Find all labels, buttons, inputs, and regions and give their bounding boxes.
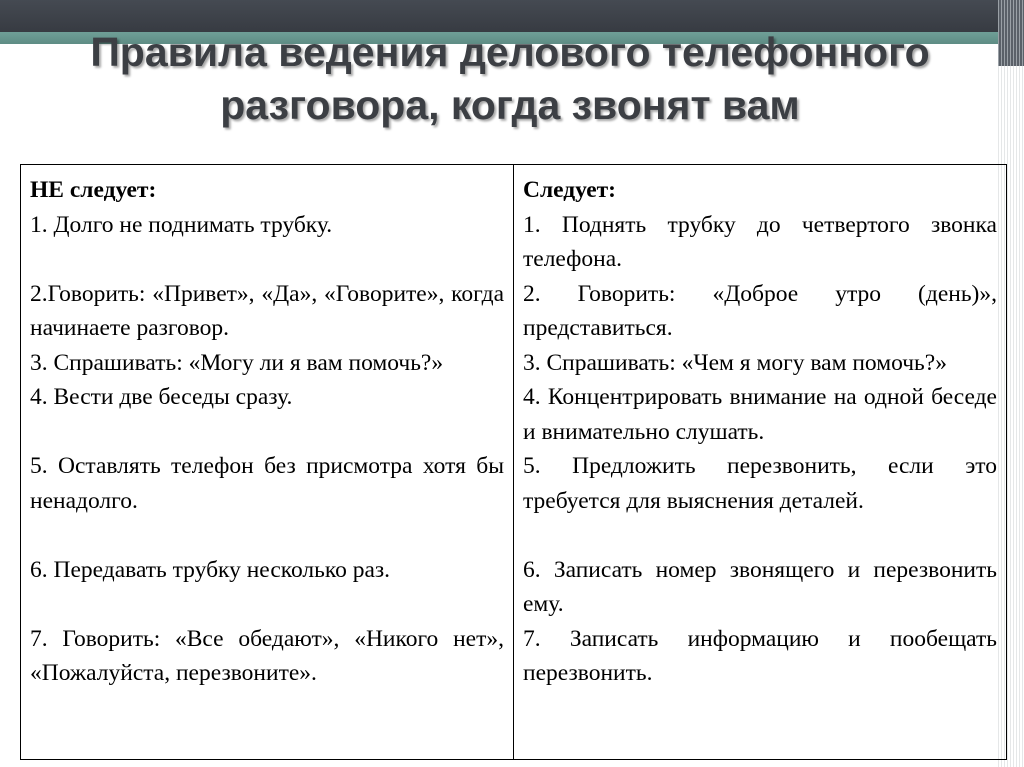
dont-item-7: 7. Говорить: «Все обедают», «Никого нет», «Пожалуйста, перезвоните».	[30, 625, 504, 686]
do-item-1: 1. Поднять трубку до четвертого звонка телефона.	[523, 211, 997, 272]
table-row	[21, 165, 1007, 760]
do-item-6: 6. Записать номер звонящего и перезвонить ему.	[523, 556, 997, 617]
do-column	[514, 165, 1007, 760]
do-item-7: 7. Записать информацию и пообещать перезвонить.	[523, 625, 997, 686]
do-item-2: 2. Говорить: «Доброе утро (день)», представиться.	[523, 280, 997, 341]
slide-title	[20, 26, 1000, 132]
title-line-2: разговора, когда звонят вам	[220, 82, 800, 128]
do-item-3: 3. Спрашивать: «Чем я могу вам помочь?»	[523, 349, 947, 376]
do-item-5: 5. Предложить перезвонить, если это требуется для выяснения деталей.	[523, 453, 997, 514]
rules-table	[20, 164, 1007, 760]
dont-item-2: 2.Говорить: «Привет», «Да», «Говорите», когда начинаете разговор.	[30, 280, 504, 341]
do-item-4: 4. Концентрировать внимание на одной беседе и внимательно слушать.	[523, 384, 997, 445]
dont-item-3: 3. Спрашивать: «Могу ли я вам помочь?»	[30, 349, 444, 376]
dont-column	[21, 165, 514, 760]
do-header: Следует:	[523, 177, 616, 203]
title-line-1: Правила ведения делового телефонного	[90, 29, 930, 75]
slide-decorative-stripes-top	[998, 0, 1024, 66]
dont-item-6: 6. Передавать трубку несколько раз.	[30, 556, 391, 583]
dont-item-4: 4. Вести две беседы сразу.	[30, 384, 293, 410]
dont-header: НЕ следует:	[30, 177, 157, 203]
dont-item-5: 5. Оставлять телефон без присмотра хотя бы ненадолго.	[30, 453, 504, 514]
dont-item-1: 1. Долго не поднимать трубку.	[30, 211, 333, 238]
